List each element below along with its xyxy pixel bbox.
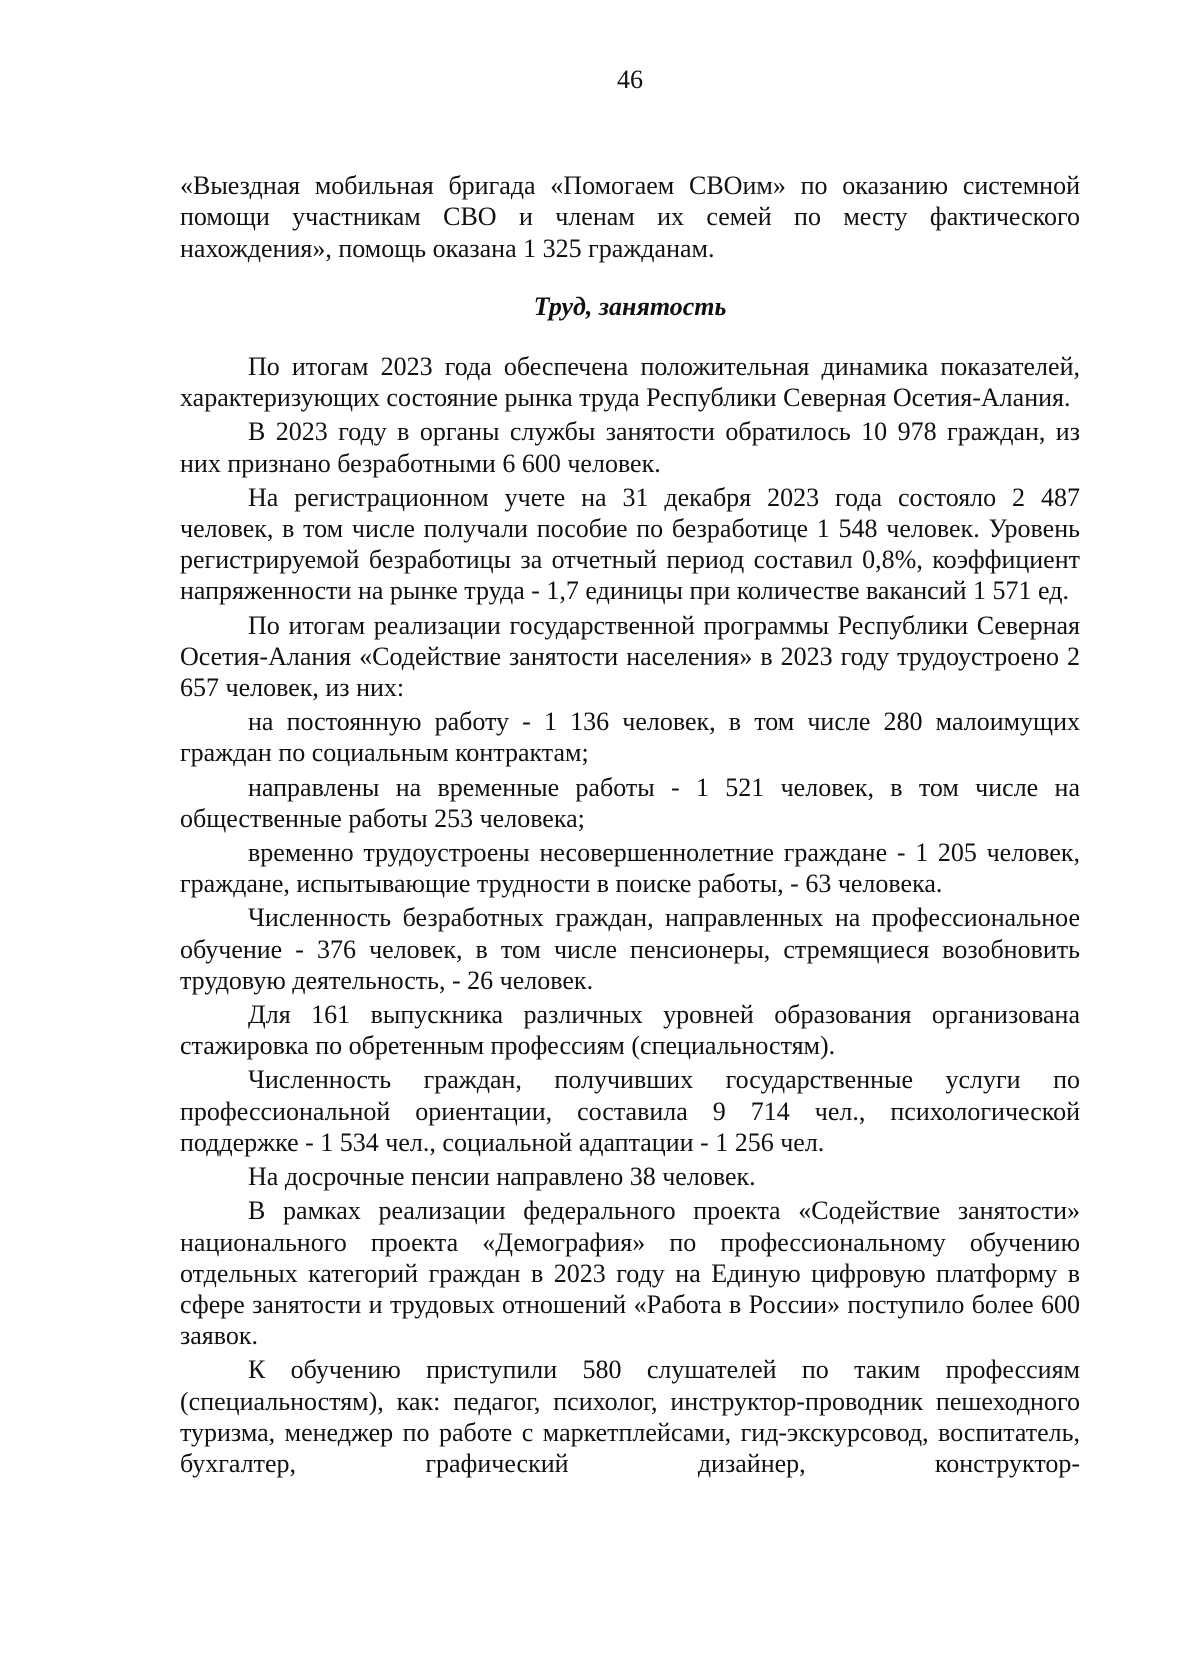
paragraph-federal-project: В рамках реализации федерального проекта «Содействие занятости» национального проекта «Демография» по профессиональному обучению отдельных категорий граждан в 2023 году на Единую цифровую платформу в сфере занятости и трудовых отношений «Работа в России» поступило более 600 заявок. [180,1196,1080,1351]
paragraph-public-services: Численность граждан, получивших государственные услуги по профессиональной ориентации, составила 9 714 чел., психологической поддержке - 1 534 чел., социальной адаптации - 1 256 чел. [180,1065,1080,1157]
paragraph-training-professions: К обучению приступили 580 слушателей по таким профессиям (специальностям), как: педагог, психолог, инструктор-проводник пешеходного туризма, менеджер по работе с маркетплейсами, гид-экскурсовод, воспитатель, бухгалтер, графический дизайнер, конструктор- [180,1355,1080,1478]
paragraph-mobile-brigade: «Выездная мобильная бригада «Помогаем СВОим» по оказанию системной помощи участникам СВО и членам их семей по месту фактического нахождения», помощь оказана 1 325 гражданам. [180,171,1080,263]
paragraph-employment-service-applications: В 2023 году в органы службы занятости обратилось 10 978 граждан, из них признано безработными 6 600 человек. [180,417,1080,478]
document-page [180,64,1080,1479]
paragraph-graduate-internships: Для 161 выпускника различных уровней образования организована стажировка по обретенным профессиям (специальностям). [180,1000,1080,1061]
paragraph-state-program-results: По итогам реализации государственной программы Республики Северная Осетия-Алания «Содействие занятости населения» в 2023 году трудоустроено 2 657 человек, из них: [180,610,1080,703]
paragraph-temporary-jobs: направлены на временные работы - 1 521 человек, в том числе на общественные работы 253 человека; [180,772,1080,833]
paragraph-labour-dynamics: По итогам 2023 года обеспечена положительная динамика показателей, характеризующих состояние рынка труда Республики Северная Осетия-Алания. [180,352,1080,413]
paragraph-vocational-training: Численность безработных граждан, направленных на профессиональное обучение - 376 человек, в том числе пенсионеры, стремящиеся возобновить трудовую деятельность, - 26 человек. [180,903,1080,995]
section-heading: Труд, занятость [533,291,727,321]
paragraph-minors-employment: временно трудоустроены несовершеннолетние граждане - 1 205 человек, граждане, испытывающие трудности в поиске работы, - 63 человека. [180,838,1080,899]
paragraph-early-pensions: На досрочные пенсии направлено 38 человек. [248,1162,756,1192]
page-number: 46 [617,65,643,94]
paragraph-registered-unemployment: На регистрационном учете на 31 декабря 2023 года состояло 2 487 человек, в том числе получали пособие по безработице 1 548 человек. Уровень регистрируемой безработицы за отчетный период составил 0,8%, коэффициент напряженности на рынке труда - 1,7 единицы при количестве вакансий 1 571 ед. [180,482,1080,606]
paragraph-permanent-jobs: на постоянную работу - 1 136 человек, в том числе 280 малоимущих граждан по социальным контрактам; [180,707,1080,768]
